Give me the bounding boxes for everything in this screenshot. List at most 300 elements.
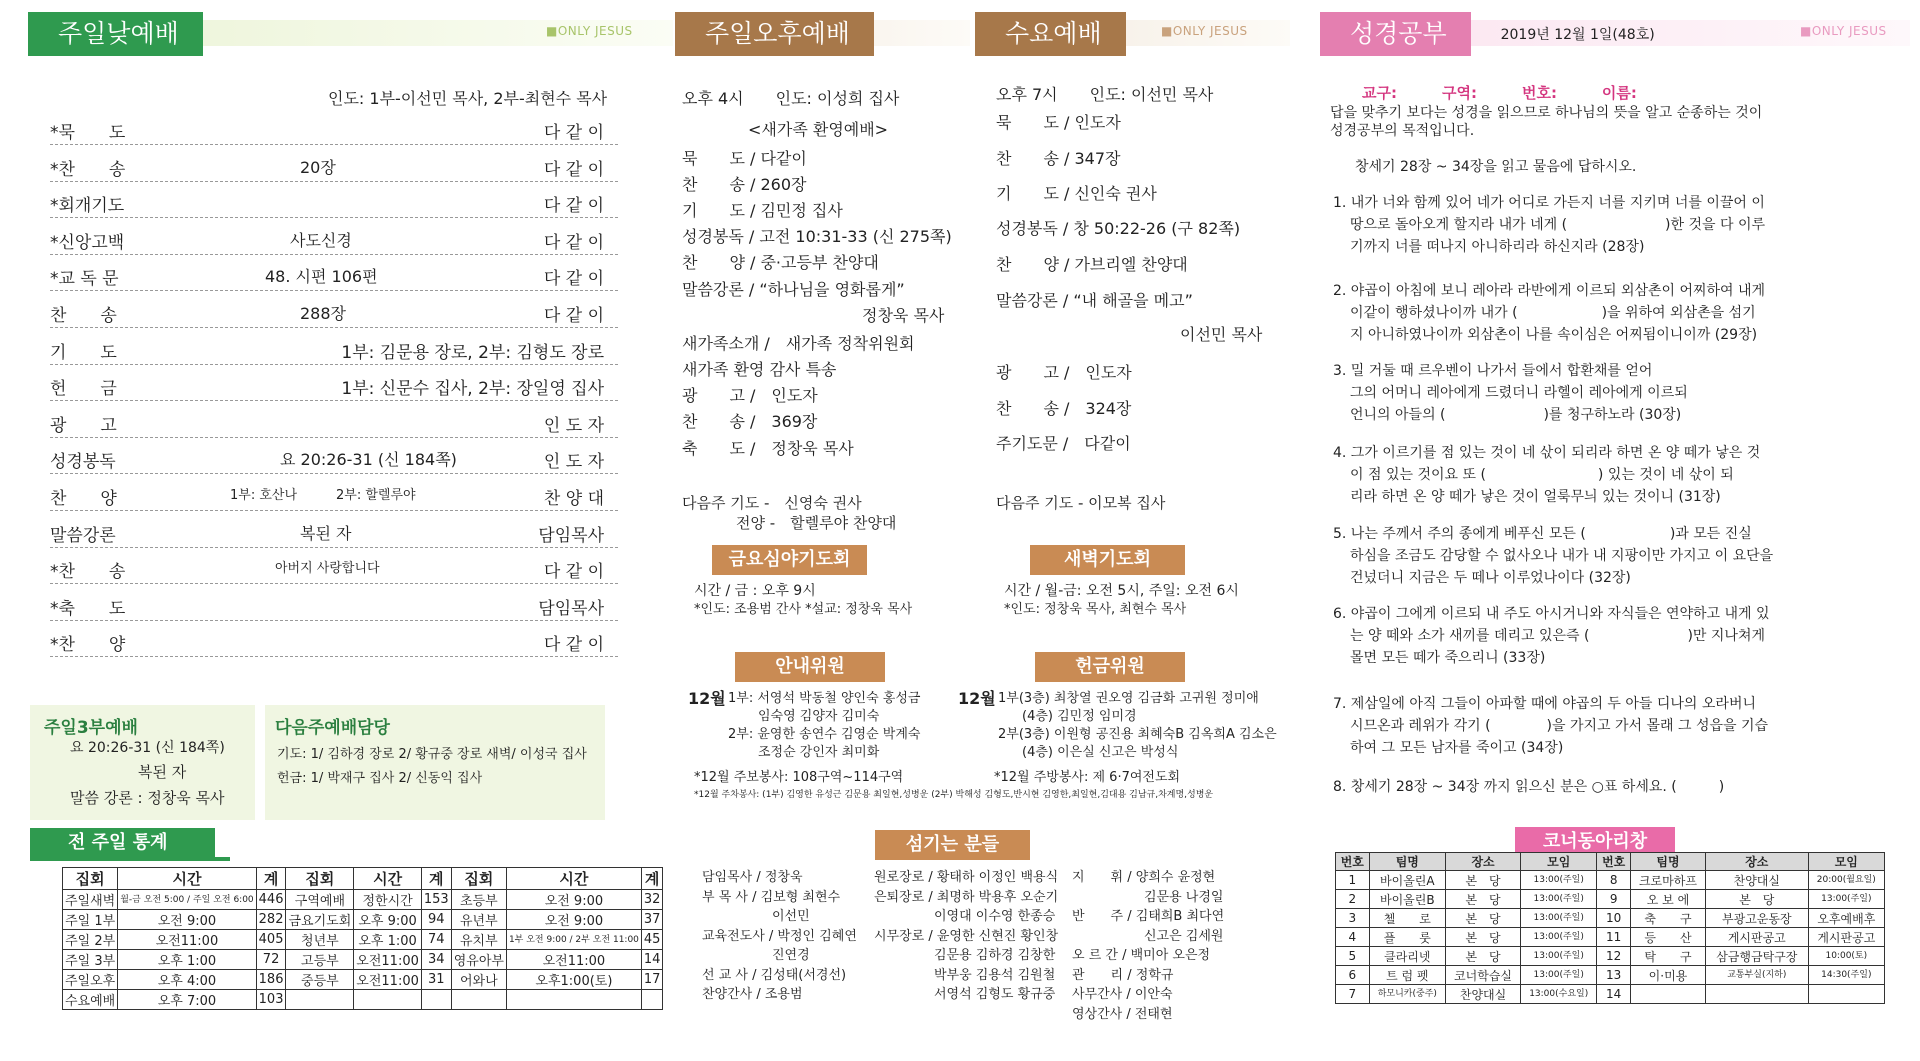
question-line: 이 점 있는 것이요 또 ( ) 있는 것이 네 삯이 되 — [1350, 467, 1734, 483]
stats-cell: 어와나 — [451, 970, 506, 990]
stats-cell — [354, 990, 422, 1010]
order-detail: 1부: 호산나 2부: 할렐루야 — [230, 488, 416, 503]
server-line: 관 리 / 정학규 — [1072, 967, 1174, 983]
corner-cell — [1705, 985, 1808, 1004]
stats-header: 계 — [641, 868, 663, 890]
next-week-title: 다음주예배담당 — [275, 718, 390, 738]
corner-cell: 클라리넷 — [1369, 947, 1445, 966]
corner-cell: 하모니카(중주) — [1369, 985, 1445, 1004]
order-divider — [50, 400, 618, 401]
order-leader: 다 같 이 — [543, 159, 604, 180]
corner-cell: 게시판공고 — [1705, 928, 1808, 947]
stats-cell: 17 — [641, 970, 663, 990]
corner-cell: 10 — [1597, 909, 1631, 928]
question-line: 기까지 너를 떠나지 아니하리라 하신지라 (28장) — [1350, 239, 1645, 255]
server-line: 은퇴장로 / 최명하 박용후 오순기 — [874, 889, 1059, 905]
order-divider — [50, 473, 618, 474]
server-line: 박부웅 김용석 김원철 — [934, 967, 1056, 983]
order-divider — [50, 437, 618, 438]
order-detail: 복된 자 — [300, 523, 352, 543]
stats-cell: 45 — [641, 930, 663, 950]
stats-cell: 405 — [256, 930, 286, 950]
stats-cell: 청년부 — [286, 930, 354, 950]
order-leader: 다 같 이 — [543, 635, 604, 656]
order-label: *신앙고백 — [50, 232, 125, 253]
order-leader: 다 같 이 — [543, 232, 604, 253]
order-label: 헌 금 — [50, 379, 117, 400]
question-line: 이같이 행하셨나이까 내가 ( )을 위하여 외삼촌을 섬기 — [1350, 305, 1756, 321]
question-line: 그의 어머니 레아에게 드렸더니 라헬이 레아에게 이르되 — [1350, 385, 1688, 401]
ushers-line-1: 1부: 서영석 박동철 양인숙 홍성금 — [728, 691, 921, 706]
corner-cell: 축 구 — [1630, 909, 1705, 928]
stats-cell: 수요예배 — [63, 990, 118, 1010]
stats-cell: 오후 1:00 — [354, 930, 422, 950]
stats-cell — [641, 990, 663, 1010]
stats-cell: 주일 3부 — [63, 950, 118, 970]
stats-cell: 186 — [256, 970, 286, 990]
offering-line-4: (4층) 이은실 신고은 박성식 — [1022, 745, 1179, 760]
server-line: 진연경 — [772, 948, 810, 963]
order-label: *찬 양 — [50, 635, 126, 656]
only-jesus-label: ■ONLY JESUS — [1161, 24, 1248, 38]
stats-cell: 오전11:00 — [506, 950, 641, 970]
afternoon-line: 새가족 환영 감사 특송 — [682, 360, 837, 379]
order-detail: 아버지 사랑합니다 — [275, 561, 380, 577]
corner-cell: 바이올린A — [1369, 871, 1445, 890]
order-label: *교 독 문 — [50, 269, 119, 290]
stats-cell: 오후 1:00 — [118, 950, 256, 970]
corner-cell: 등 산 — [1630, 928, 1705, 947]
third-service-title: 주일3부예배 — [44, 718, 138, 738]
server-line: 오 르 간 / 백미아 오은정 — [1072, 948, 1211, 963]
order-label: *축 도 — [50, 598, 126, 619]
stats-cell: 영유아부 — [451, 950, 506, 970]
stats-header: 계 — [256, 868, 286, 890]
next-week-box — [265, 705, 605, 820]
server-line: 이영대 이수영 한종승 — [934, 909, 1056, 924]
wednesday-line: 말씀강론 / “내 해골을 메고” — [996, 291, 1193, 310]
stats-header: 시간 — [354, 868, 422, 890]
sunday-morning-leaders: 인도: 1부-이선민 목사, 2부-최현수 목사 — [328, 89, 608, 108]
dawn-leaders: *인도: 정창욱 목사, 최현수 목사 — [1004, 602, 1187, 617]
order-divider — [50, 510, 618, 511]
order-detail: 사도신경 — [290, 230, 352, 250]
corner-cell: 13:00(주일) — [1521, 928, 1597, 947]
order-leader: 인 도 자 — [543, 452, 604, 473]
stats-cell: 오전 9:00 — [506, 910, 641, 930]
server-line: 시무장로 / 윤영한 신현진 황인창 — [874, 928, 1059, 944]
question-line: 하여 그 모든 남자를 죽이고 (34장) — [1350, 740, 1564, 756]
corner-cell — [1630, 985, 1705, 1004]
question-line: 언니의 아들의 ( )를 청구하노라 (30장) — [1350, 407, 1682, 423]
stats-cell — [286, 990, 354, 1010]
order-divider — [50, 583, 618, 584]
order-leader: 1부: 신문수 집사, 2부: 장일영 집사 — [341, 379, 604, 400]
corner-cell: 크로마하프 — [1630, 871, 1705, 890]
corner-cell: 본 당 — [1446, 871, 1521, 890]
corner-cell: 찬양대실 — [1705, 871, 1808, 890]
corner-header: 번호 — [1336, 853, 1370, 871]
corner-cell: 13:00(주일) — [1521, 890, 1597, 909]
order-detail: 20장 — [300, 157, 336, 177]
order-label: 말씀강론 — [50, 525, 116, 546]
corner-cell: 부광고운동장 — [1705, 909, 1808, 928]
sunday-afternoon-next-praise: 전양 - 할렐루야 찬양대 — [736, 514, 897, 532]
corner-cell: 본 당 — [1446, 890, 1521, 909]
corner-header: 모임 — [1808, 853, 1884, 871]
corner-cell: 3 — [1336, 909, 1370, 928]
corner-cell: 이·미용 — [1630, 966, 1705, 985]
corner-cell: 13:00(주일) — [1521, 947, 1597, 966]
bible-study-title: 성경공부 — [1320, 12, 1471, 56]
stats-header: 집회 — [451, 868, 506, 890]
corner-cell: 7 — [1336, 985, 1370, 1004]
stats-cell: 오후1:00(토) — [506, 970, 641, 990]
stats-cell: 주일 2부 — [63, 930, 118, 950]
next-week-prayer: 기도: 1/ 김하경 장로 2/ 황규중 장로 새벽/ 이성국 집사 — [277, 747, 587, 762]
stats-cell: 34 — [421, 950, 451, 970]
order-divider — [50, 656, 618, 657]
stats-cell: 446 — [256, 890, 286, 910]
corner-cell: 찬양대실 — [1446, 985, 1521, 1004]
corner-cell: 13:00(수요일) — [1521, 985, 1597, 1004]
corner-cell: 본 당 — [1446, 909, 1521, 928]
sunday-afternoon-header — [675, 12, 970, 56]
order-leader: 담임목사 — [538, 598, 604, 619]
stats-cell: 14 — [641, 950, 663, 970]
stats-cell: 주일 1부 — [63, 910, 118, 930]
server-line: 원로장로 / 황태하 이정인 백용식 — [874, 870, 1059, 885]
order-label: 찬 양 — [50, 489, 117, 509]
server-line: 담임목사 / 정창욱 — [702, 870, 803, 885]
order-leader: 담임목사 — [538, 525, 604, 546]
wednesday-line: 성경봉독 / 창 50:22-26 (구 82쪽) — [996, 219, 1241, 238]
stats-cell: 72 — [256, 950, 286, 970]
server-line: 찬양간사 / 조용범 — [702, 987, 803, 1002]
corner-cell: 1 — [1336, 871, 1370, 890]
question-line: 하심을 조금도 감당할 수 없사오나 내가 내 지팡이만 가지고 이 요단을 — [1350, 548, 1774, 564]
question-line: 4. 그가 이르기를 점 있는 것이 네 삯이 되리라 하면 온 양 떼가 낳은 것 — [1333, 445, 1761, 461]
corner-club-table — [1335, 852, 1885, 1004]
ushers-line-4: 조정순 강인자 최미화 — [758, 745, 880, 760]
corner-cell — [1808, 985, 1884, 1004]
order-label: 찬 송 — [50, 306, 117, 326]
order-label: *찬 송 — [50, 159, 126, 180]
bulletin-service: *12월 주보봉사: 108구역~114구역 — [694, 770, 904, 785]
order-divider — [50, 254, 618, 255]
afternoon-line: 찬 양 / 중·고등부 찬양대 — [682, 253, 879, 272]
question-line: 8. 창세기 28장 ~ 34장 까지 읽으신 분은 ○표 하세요. ( ) — [1333, 779, 1725, 795]
stats-cell: 오후 9:00 — [354, 910, 422, 930]
order-detail: 48. 시편 106편 — [265, 267, 378, 287]
stats-cell: 오전11:00 — [354, 950, 422, 970]
stats-cell: 94 — [421, 910, 451, 930]
question-line: 건넜더니 지금은 두 떼나 이루었나이다 (32장) — [1350, 570, 1631, 586]
bible-study-header — [1320, 12, 1910, 56]
order-divider — [50, 217, 618, 218]
corner-cell: 8 — [1597, 871, 1631, 890]
afternoon-line: 찬 송 / 260장 — [682, 175, 807, 194]
offering-title: 헌금위원 — [1035, 652, 1185, 682]
server-line: 서영석 김형도 황규중 — [934, 987, 1056, 1002]
corner-header: 팀명 — [1630, 853, 1705, 871]
stats-table — [62, 867, 663, 1010]
server-line: 영상간사 / 전태현 — [1072, 1006, 1173, 1022]
order-leader: 다 같 이 — [543, 562, 604, 583]
dawn-prayer-title: 새벽기도회 — [1030, 545, 1185, 575]
wednesday-line: 이선민 목사 — [1180, 325, 1263, 344]
stats-header: 시간 — [506, 868, 641, 890]
wednesday-line: 묵 도 / 인도자 — [996, 113, 1121, 132]
corner-cell: 4 — [1336, 928, 1370, 947]
corner-cell: 13:00(주일) — [1808, 890, 1884, 909]
order-divider — [50, 620, 618, 621]
stats-cell: 중등부 — [286, 970, 354, 990]
stats-underline — [30, 857, 230, 861]
order-divider — [50, 547, 618, 548]
wednesday-line: 기 도 / 신인숙 권사 — [996, 184, 1157, 203]
corner-cell: 9 — [1597, 890, 1631, 909]
question-line: 6. 야곱이 그에게 이르되 내 주도 아시거니와 자식들은 연약하고 내게 있 — [1333, 606, 1770, 622]
wednesday-line: 찬 송 / 347장 — [996, 149, 1121, 168]
corner-cell: 13 — [1597, 966, 1631, 985]
third-service-box — [30, 705, 255, 820]
afternoon-line: 오후 4시 인도: 이성희 집사 — [682, 89, 900, 108]
server-line: 교육전도사 / 박정인 김혜연 — [702, 928, 857, 944]
stats-cell: 74 — [421, 930, 451, 950]
ushers-title: 안내위원 — [735, 652, 885, 682]
corner-cell: 14 — [1597, 985, 1631, 1004]
afternoon-line: 묵 도 / 다같이 — [682, 149, 807, 168]
bible-instruction: 창세기 28장 ~ 34장을 읽고 물음에 답하시오. — [1355, 159, 1637, 175]
stats-cell: 주일새벽 — [63, 890, 118, 910]
offering-line-3: 2부(3층) 이원형 공진용 최혜숙B 김옥희A 김소은 — [998, 727, 1277, 742]
order-label: *묵 도 — [50, 123, 126, 143]
afternoon-line: 광 고 / 인도자 — [682, 386, 818, 405]
corner-cell: 20:00(월요일) — [1808, 871, 1884, 890]
afternoon-line: 축 도 / 정창욱 목사 — [682, 439, 854, 458]
dawn-time: 시간 / 월-금: 오전 5시, 주일: 오전 6시 — [1004, 583, 1239, 599]
wednesday-line: 찬 송 / 324장 — [996, 399, 1132, 418]
stats-cell: 오전 9:00 — [506, 890, 641, 910]
bible-intro-2: 성경공부의 목적입니다. — [1330, 123, 1475, 139]
order-label: 광 고 — [50, 415, 117, 436]
wednesday-next-prayer: 다음주 기도 - 이모복 집사 — [996, 494, 1166, 512]
afternoon-line: <새가족 환영예배> — [748, 120, 889, 139]
order-leader: 찬 양 대 — [543, 489, 604, 509]
stats-cell: 구역예배 — [286, 890, 354, 910]
question-line: 5. 나는 주께서 주의 종에게 베푸신 모든 ( )과 모든 진실 — [1333, 526, 1752, 542]
stats-cell: 37 — [641, 910, 663, 930]
order-detail: 288장 — [300, 304, 346, 323]
corner-cell: 트 럼 펫 — [1369, 966, 1445, 985]
question-line: 7. 제삼일에 아직 그들이 아파할 때에 야곱의 두 아들 디나의 오라버니 — [1333, 696, 1757, 712]
corner-club-title: 코너동아리창 — [1515, 827, 1675, 857]
wednesday-line: 주기도문 / 다같이 — [996, 434, 1131, 453]
corner-cell: 2 — [1336, 890, 1370, 909]
friday-leaders: *인도: 조용범 간사 *설교: 정창욱 목사 — [694, 602, 913, 617]
order-leader: 다 같 이 — [543, 306, 604, 326]
stats-cell: 103 — [256, 990, 286, 1010]
sunday-afternoon-next-prayer: 다음주 기도 - 신영숙 권사 — [682, 494, 862, 512]
server-line: 신고은 김세원 — [1144, 928, 1224, 944]
server-line: 사무간사 / 이안숙 — [1072, 987, 1173, 1002]
corner-cell: 첼 로 — [1369, 909, 1445, 928]
only-jesus-label: ■ONLY JESUS — [1800, 24, 1887, 38]
parking-service: *12월 주차봉사: (1부) 김영한 유성근 김문용 최일현,성병운 (2부) 박해성 김형도,반시현 김영한,최일현,김대용 김남규,차계명,성병운 — [694, 790, 1214, 800]
stats-header: 집회 — [286, 868, 354, 890]
order-label: 기 도 — [50, 342, 117, 363]
server-line: 김문용 나경일 — [1144, 889, 1224, 905]
stats-header: 계 — [421, 868, 451, 890]
server-line: 반 주 / 김태희B 최다연 — [1072, 909, 1225, 924]
question-line: 지 아니하였나이까 외삼촌이 나를 속이심은 어찌됨이니이까 (29장) — [1350, 327, 1758, 343]
bible-intro-1: 답을 맞추기 보다는 성경을 읽으므로 하나님의 뜻을 알고 순종하는 것이 — [1330, 105, 1763, 121]
stats-cell — [506, 990, 641, 1010]
corner-header: 번호 — [1597, 853, 1631, 871]
ushers-line-2: 임숙영 김양자 김미숙 — [758, 709, 880, 724]
order-label: *찬 송 — [50, 562, 126, 583]
stats-cell: 153 — [421, 890, 451, 910]
sunday-afternoon-title: 주일오후예배 — [675, 12, 874, 56]
next-week-offering: 헌금: 1/ 박재구 집사 2/ 신동익 집사 — [277, 771, 483, 786]
only-jesus-label: ■ONLY JESUS — [546, 24, 633, 38]
stats-cell: 1부 오전 9:00 / 2부 오전 11:00 — [506, 930, 641, 950]
order-leader: 1부: 김문용 장로, 2부: 김형도 장로 — [341, 342, 604, 363]
wednesday-line: 찬 양 / 가브리엘 찬양대 — [996, 255, 1188, 274]
corner-header: 모임 — [1521, 853, 1597, 871]
corner-cell: 본 당 — [1446, 928, 1521, 947]
issue-date: 2019년 12월 1일(48호) — [1500, 27, 1655, 43]
stats-cell: 32 — [641, 890, 663, 910]
question-line: 몰면 모든 떼가 죽으리니 (33장) — [1350, 650, 1546, 666]
sunday-morning-header — [28, 12, 673, 56]
corner-cell: 10:00(토) — [1808, 947, 1884, 966]
question-line: 시므온과 레위가 각기 ( )을 가지고 가서 몰래 그 성읍을 기습 — [1350, 718, 1769, 734]
corner-cell: 교통부실(지하) — [1705, 966, 1808, 985]
corner-header: 장소 — [1705, 853, 1808, 871]
corner-cell: 게시판공고 — [1808, 928, 1884, 947]
wednesday-line: 오후 7시 인도: 이선민 목사 — [996, 85, 1214, 104]
corner-header: 장소 — [1446, 853, 1521, 871]
third-service-passage: 요 20:26-31 (신 184쪽) — [70, 740, 225, 756]
third-service-sermon: 복된 자 — [138, 763, 187, 781]
question-line: 1. 내가 너와 함께 있어 네가 어디로 가든지 너를 지키며 너를 이끌어 이 — [1333, 195, 1765, 211]
stats-cell: 유치부 — [451, 930, 506, 950]
order-divider — [50, 290, 618, 291]
corner-cell: 오 보 에 — [1630, 890, 1705, 909]
corner-cell: 14:30(주일) — [1808, 966, 1884, 985]
afternoon-line: 정창욱 목사 — [862, 306, 945, 325]
stats-cell: 오전 9:00 — [118, 910, 256, 930]
order-divider — [50, 181, 618, 182]
corner-cell: 탁 구 — [1630, 947, 1705, 966]
afternoon-line: 성경봉독 / 고전 10:31-33 (신 275쪽) — [682, 227, 952, 246]
afternoon-line: 기 도 / 김민정 집사 — [682, 201, 843, 220]
server-line: 부 목 사 / 김보형 최현수 — [702, 889, 841, 905]
ushers-month: 12월 — [688, 689, 726, 708]
kitchen-service: *12월 주방봉사: 제 6·7여전도회 — [994, 770, 1181, 785]
order-label: *회개기도 — [50, 196, 125, 217]
stats-cell: 282 — [256, 910, 286, 930]
corner-cell: 12 — [1597, 947, 1631, 966]
offering-line-2: (4층) 김민정 임미경 — [1022, 709, 1137, 724]
stats-cell: 금요기도회 — [286, 910, 354, 930]
corner-cell: 삼금행금탁구장 — [1705, 947, 1808, 966]
question-line: 리라 하면 온 양 떼가 낳은 것이 얼룩무늬 있는 것이니 (31장) — [1350, 489, 1721, 505]
question-line: 땅으로 돌아오게 할지라 내가 네게 ( )한 것을 다 이루 — [1350, 217, 1766, 233]
sunday-morning-title: 주일낮예배 — [28, 12, 203, 56]
corner-cell: 본 당 — [1446, 947, 1521, 966]
stats-cell: 유년부 — [451, 910, 506, 930]
question-line: 는 양 떼와 소가 새끼를 데리고 있은즉 ( )만 지나쳐게 — [1350, 628, 1766, 644]
corner-cell: 6 — [1336, 966, 1370, 985]
order-divider — [50, 144, 618, 145]
server-line: 김문용 김하경 김창한 — [934, 948, 1056, 963]
servers-title: 섬기는 분들 — [875, 830, 1030, 860]
order-leader: 다 같 이 — [543, 196, 604, 217]
stats-cell: 초등부 — [451, 890, 506, 910]
stats-header: 시간 — [118, 868, 256, 890]
stats-cell: 오전11:00 — [118, 930, 256, 950]
offering-line-1: 1부(3층) 최창열 권오영 김금화 고귀원 정미애 — [998, 691, 1259, 706]
order-leader: 다 같 이 — [543, 123, 604, 143]
wednesday-line: 광 고 / 인도자 — [996, 363, 1132, 382]
corner-cell: 플 룻 — [1369, 928, 1445, 947]
corner-cell: 13:00(주일) — [1521, 966, 1597, 985]
offering-month: 12월 — [958, 689, 996, 708]
student-fields: 교구: 구역: 번호: 이름: — [1362, 84, 1637, 102]
stats-cell — [421, 990, 451, 1010]
stats-cell — [451, 990, 506, 1010]
corner-cell: 본 당 — [1705, 890, 1808, 909]
afternoon-line: 새가족소개 / 새가족 정착위원회 — [682, 334, 915, 353]
server-line: 이선민 — [772, 909, 810, 924]
order-divider — [50, 364, 618, 365]
third-service-preacher: 말씀 강론 : 정창욱 목사 — [70, 789, 225, 807]
friday-prayer-title: 금요심야기도회 — [712, 545, 867, 575]
corner-cell: 바이올린B — [1369, 890, 1445, 909]
corner-cell: 13:00(주일) — [1521, 871, 1597, 890]
afternoon-line: 찬 송 / 369장 — [682, 412, 818, 431]
order-leader: 인 도 자 — [543, 415, 604, 436]
wednesday-title: 수요예배 — [975, 12, 1126, 56]
question-line: 2. 야곱이 아침에 보니 레아라 라반에게 이르되 외삼촌이 어찌하여 내게 — [1333, 283, 1766, 299]
stats-cell: 오후 4:00 — [118, 970, 256, 990]
question-line: 3. 밀 거둘 때 르우벤이 나가서 들에서 합환채를 얻어 — [1333, 363, 1653, 379]
order-label: 성경봉독 — [50, 452, 116, 473]
stats-cell: 정한시간 — [354, 890, 422, 910]
stats-cell: 오전11:00 — [354, 970, 422, 990]
wednesday-header — [975, 12, 1290, 56]
corner-cell: 5 — [1336, 947, 1370, 966]
corner-cell: 오후예배후 — [1808, 909, 1884, 928]
server-line: 선 교 사 / 김성태(서경선) — [702, 967, 847, 983]
corner-header: 팀명 — [1369, 853, 1445, 871]
stats-cell: 오후 7:00 — [118, 990, 256, 1010]
afternoon-line: 말씀강론 / “하나님을 영화롭게” — [682, 280, 905, 299]
ushers-line-3: 2부: 윤영한 송연수 김영순 박계숙 — [728, 727, 921, 742]
friday-time: 시간 / 금 : 오후 9시 — [694, 583, 816, 599]
stats-title: 전 주일 통계 — [30, 828, 215, 858]
stats-cell: 주일오후 — [63, 970, 118, 990]
order-detail: 요 20:26-31 (신 184쪽) — [280, 450, 457, 470]
stats-cell: 월-금 오전 5:00 / 주일 오전 6:00 — [118, 890, 256, 910]
order-leader: 다 같 이 — [543, 269, 604, 290]
order-divider — [50, 327, 618, 328]
server-line: 지 휘 / 양희수 윤정현 — [1072, 870, 1216, 885]
corner-cell: 코너학습실 — [1446, 966, 1521, 985]
